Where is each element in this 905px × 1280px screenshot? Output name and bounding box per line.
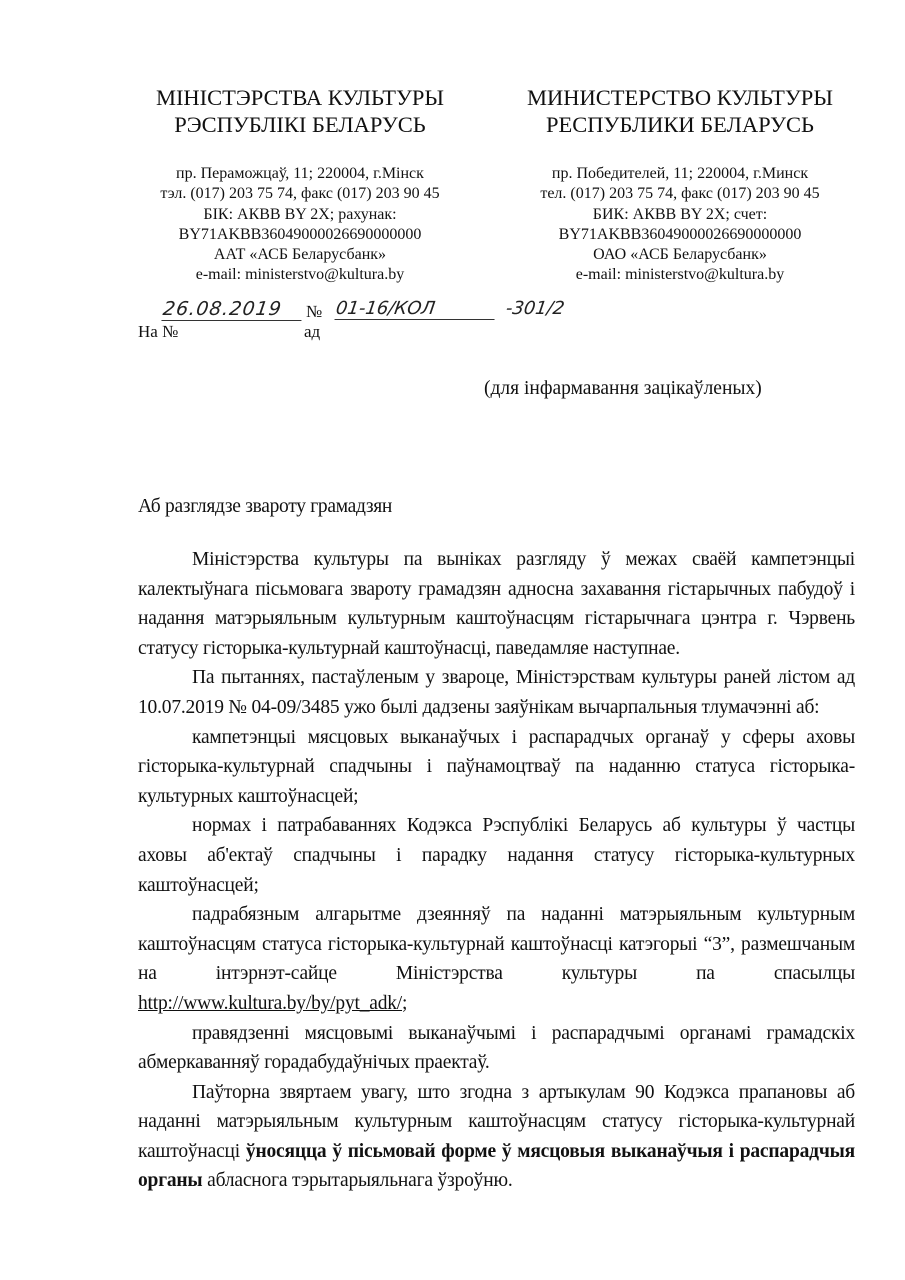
org-bank-code: БИК: АКВВ BY 2X; счет: [592, 205, 768, 223]
reminder-text: Паўторна звяртаем увагу, што згодна з артыкулам 90 Кодэкса прапановы аб наданні матэрыяльным культурным каштоўнасцям статусу гісторыка-культурнай каштоўнасці [138, 1081, 855, 1162]
paragraph-public-discussions: правядзенні мясцовымі выканаўчымі і распарадчымі органамі грамадскіх абмеркаванняў горадабудаўнічых праектаў. [138, 1022, 855, 1074]
registration-number-tail: -301/2 [504, 298, 566, 319]
org-bank: ААТ «АСБ Беларусбанк» [213, 246, 387, 264]
letter-body [138, 545, 855, 1196]
org-title-line2: РЭСПУБЛІКІ БЕЛАРУСЬ [174, 112, 426, 137]
addressee: (для інфармавання зацікаўленых) [484, 378, 762, 399]
org-phone: тэл. (017) 203 75 74, факс (017) 203 90 45 [160, 185, 440, 203]
letterhead-belarusian [120, 84, 480, 286]
org-address: пр. Пераможцаў, 11; 220004, г.Мінск [176, 165, 424, 182]
org-bank-code: БІК: АКВВ BY 2X; рахунак: [203, 205, 397, 223]
paragraph-competence: кампетэнцыі мясцовых выканаўчых і распарадчых органаў у сферы аховы гісторыка-культурнай спадчыны і паўнамоцтваў па наданню статуса гісторыка-культурных каштоўнасцей; [138, 726, 855, 807]
registration-number: 01-16/КОЛ [334, 298, 497, 320]
org-address: пр. Победителей, 11; 220004, г.Минск [551, 165, 809, 182]
org-details-by [120, 164, 480, 286]
algorithm-text: падрабязным алгарытме дзеянняў па наданні матэрыяльным культурным каштоўнасцям статуса гісторыка-культурнай каштоўнасці катэгорыі “3”, размешчаным на інтэрнэт-сайце Міністэрства культуры па спасылцы [138, 904, 855, 985]
org-title-line1: МІНІСТЭРСТВА КУЛЬТУРЫ [155, 85, 445, 110]
org-details-ru [500, 164, 860, 286]
letter-subject: Аб разглядзе звароту грамадзян [138, 496, 393, 517]
reminder-end: абласнога тэрытарыяльнага ўзроўню. [207, 1170, 513, 1192]
org-title-line2: РЕСПУБЛИКИ БЕЛАРУСЬ [546, 112, 814, 137]
reply-from-label: ад [304, 322, 321, 341]
paragraph-code-norms: нормах і патрабаваннях Кодэкса Рэспублікі Беларусь аб культуры ў частцы аховы аб'ектаў спадчыны і парадку надання статусу гісторыка-культурных каштоўнасцей; [138, 815, 855, 896]
paragraph-reminder [138, 1078, 855, 1196]
reply-to-number-label: На № [138, 322, 179, 341]
paragraph-algorithm [138, 900, 855, 1018]
org-title-line1: МИНИСТЕРСТВО КУЛЬТУРЫ [527, 85, 833, 110]
org-phone: тел. (017) 203 75 74, факс (017) 203 90 45 [540, 185, 820, 203]
registration-block [138, 298, 566, 348]
reminder-emphasis: ўносяцца ў пісьмовай форме ў мясцовыя выканаўчыя і распарадчыя органы [138, 1140, 855, 1192]
org-account: BY71AKBB36049000026690000000 [178, 225, 422, 243]
ministry-website-link[interactable]: http://www.kultura.by/by/pyt_adk/ [138, 992, 403, 1014]
org-email: e-mail: ministerstvo@kultura.by [575, 266, 785, 284]
registration-date: 26.08.2019 [161, 298, 304, 321]
paragraph-previous-reply: Па пытаннях, пастаўленым у звароце, Міністэрствам культуры раней лістом ад 10.07.2019 № 04-09/3485 ужо былі дадзены заяўнікам вычарпальныя тлумачэнні аб: [138, 667, 855, 718]
registration-number-sign: № [306, 302, 323, 321]
letterhead-russian [500, 84, 860, 286]
paragraph-intro: Міністэрства культуры па выніках разгляду ў межах сваёй кампетэнцыі калектыўнага пісьмовага звароту грамадзян адносна захавання гістарычных пабудоў і надання матэрыяльным культурным каштоўнасцям гістарычнага цэнтра г. Чэрвень статусу гісторыка-культурнай каштоўнасці, паведамляе наступнае. [138, 549, 855, 659]
algorithm-end: ; [402, 992, 408, 1014]
org-email: e-mail: ministerstvo@kultura.by [195, 266, 405, 284]
org-title-by [120, 84, 480, 138]
org-account: BY71AKBB36049000026690000000 [558, 225, 802, 243]
org-bank: ОАО «АСБ Беларусбанк» [593, 246, 767, 264]
org-title-ru [500, 84, 860, 138]
